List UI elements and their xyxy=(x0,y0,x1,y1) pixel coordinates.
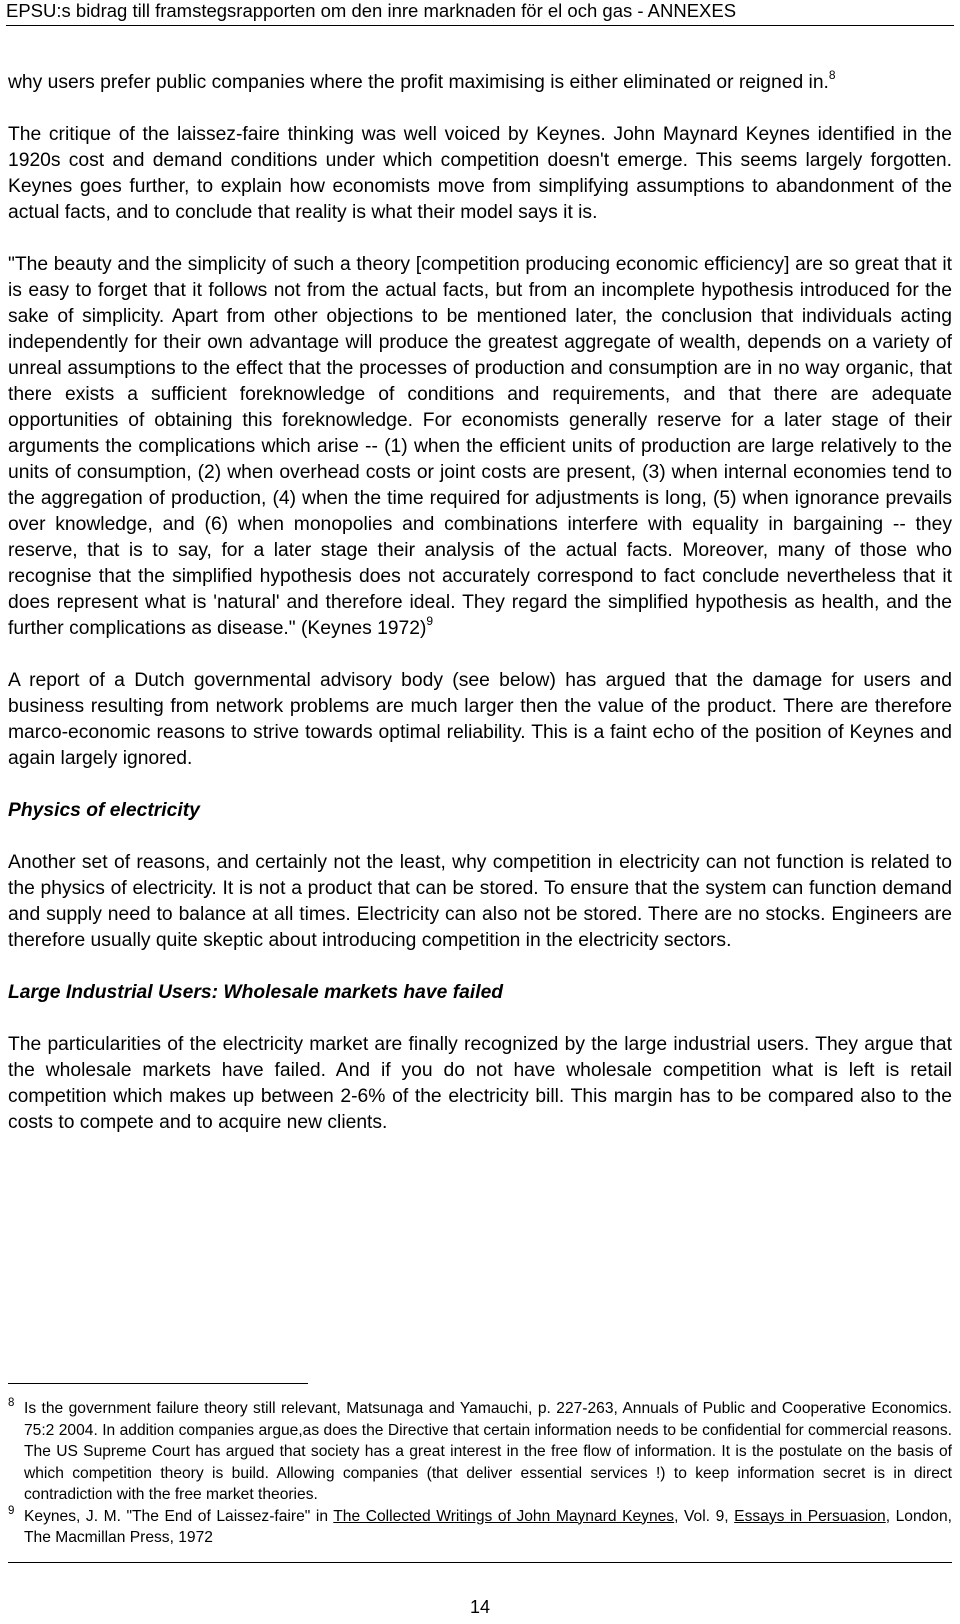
footer-divider xyxy=(8,1562,952,1563)
section-physics-of-electricity xyxy=(8,798,952,954)
paragraph-4: A report of a Dutch governmental advisory body (see below) has argued that the damage for users and business resulting from network problems are much larger then the value of the product. There are therefore marco-economic reasons to strive towards optimal reliability. This is a faint echo of the position of Keynes and again largely ignored. xyxy=(8,670,952,769)
footnote-8-text: Is the government failure theory still relevant, Matsunaga and Yamauchi, p. 227-263, Annuals of Public and Cooperative Economics. 75:2 2004. In addition companies argue,as does the Directive that certain information needs to be confidential for commercial reasons. The US Supreme Court has argued that society has a great interest in the free flow of information. It is the postulate on the basis of which competition theory is build. Allowing companies (that deliver essential services !) to keep information secret is in direct contradiction with the free market theories. xyxy=(24,1400,952,1503)
header-title: EPSU:s bidrag till framstegsrapporten om den inre marknaden för el och gas - ANNEXES xyxy=(6,0,737,21)
footnote-9-link-essays-in-persuasion[interactable]: Essays in Persuasion xyxy=(734,1507,886,1525)
footnote-9-text-1: Keynes, J. M. "The End of Laissez-faire" in xyxy=(24,1507,334,1525)
footnote-divider xyxy=(8,1383,308,1384)
document-header xyxy=(6,0,954,24)
section-physics-text: Another set of reasons, and certainly not the least, why competition in electricity can not function is related to the physics of electricity. It is not a product that can be stored. To ensure that the system can function demand and supply need to balance at all times. Electricity can also not be stored. There are no stocks. Engineers are therefore usually quite skeptic about introducing competition in the electricity sectors. xyxy=(8,852,952,951)
footnote-8-number: 8 xyxy=(8,1397,15,1409)
header-divider xyxy=(6,25,954,26)
footnote-8 xyxy=(8,1398,952,1506)
keynes-quote-text: "The beauty and the simplicity of such a theory [competition producing economic efficiency] are so great that it is easy to forget that it follows not from the actual facts, but from an incomplete hypothesis introduced for the sake of simplicity. Apart from other objections to be mentioned later, the conclusion that individuals acting independently for their own advantage will produce the greatest aggregate of wealth, depends on a variety of unreal assumptions to the effect that the processes of production and consumption are in no way organic, that there exists a sufficient foreknowledge of conditions and requirements, and that there are adequate opportunities of obtaining this foreknowledge. For economists generally reserve for a later stage of their arguments the complications which arise -- (1) when the efficient units of production are large relatively to the units of consumption, (2) when overhead costs or joint costs are present, (3) when internal economies tend to the aggregation of production, (4) when the time required for adjustments is long, (5) when ignorance prevails over knowledge, and (6) when monopolies and combinations interfere with equality in bargaining -- they reserve, that is to say, for a later stage their analysis of the actual facts. Moreover, many of those who recognise that the simplified hypothesis does not accurately correspond to fact conclude nevertheless that it does represent what is 'natural' and therefore ideal. They regard the simplified hypothesis as health, and the further complications as disease." (Keynes 1972) xyxy=(8,254,952,639)
section-large-industrial-users xyxy=(8,980,952,1136)
footnote-9-link-collected-writings[interactable]: The Collected Writings of John Maynard Keynes xyxy=(333,1507,675,1525)
footnote-9-number: 9 xyxy=(8,1504,15,1517)
main-body xyxy=(8,70,952,1162)
footnote-9-text-2: , Vol. 9, xyxy=(674,1507,735,1525)
footnote-9-text-3: , London, The Macmillan Press, 1972 xyxy=(24,1507,952,1546)
paragraph-2: The critique of the laissez-faire thinking was well voiced by Keynes. John Maynard Keynes identified in the 1920s cost and demand conditions under which competition doesn't emerge. This seems largely forgotten. Keynes goes further, to explain how economists move from simplifying assumptions to abandonment of the actual facts, and to conclude that reality is what their model says it is. xyxy=(8,124,952,223)
footnotes xyxy=(8,1398,952,1549)
footnote-ref-8[interactable]: 8 xyxy=(828,68,836,82)
page-number: 14 xyxy=(469,1597,491,1617)
footnote-9 xyxy=(8,1506,952,1549)
section-industrial-users-text: The particularities of the electricity market are finally recognized by the large industrial users. They argue that the wholesale markets have failed. And if you do not have wholesale competition what is left is retail competition which makes up between 2-6% of the electricity bill. This margin has to be compared also to the costs to compete and to acquire new clients. xyxy=(8,1034,952,1133)
paragraph-1-text: why users prefer public companies where the profit maximising is either eliminated or reigned in. xyxy=(8,72,829,93)
section-heading-physics: Physics of electricity xyxy=(8,800,200,821)
keynes-quote xyxy=(8,252,952,642)
footnote-ref-9[interactable]: 9 xyxy=(426,614,434,628)
section-heading-industrial-users: Large Industrial Users: Wholesale markets have failed xyxy=(8,982,504,1003)
paragraph-1 xyxy=(8,70,952,96)
